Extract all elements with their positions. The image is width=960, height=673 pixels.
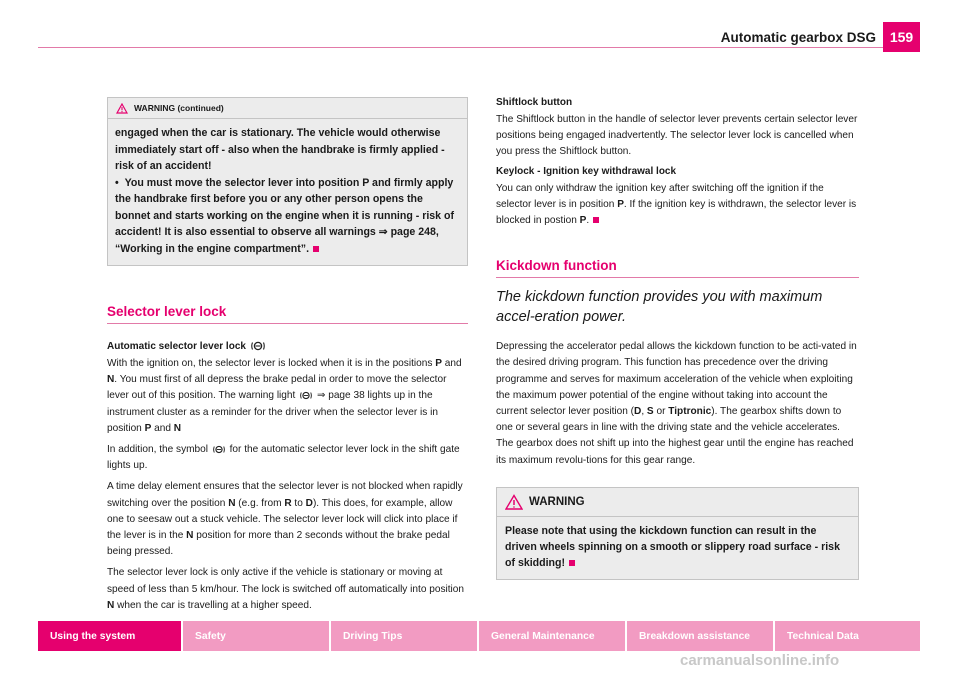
text: .: [586, 215, 590, 227]
position-letter: D: [634, 406, 642, 418]
paragraph-shiftlock: The Shiftlock button in the handle of selector lever prevents certain selector lever positions being engaged inadvertently. The selector lever lock is cancelled when you press the Shiftlock button.: [496, 114, 858, 158]
position-letter: N: [107, 599, 115, 611]
position-letter: N: [107, 374, 115, 386]
footer-tab-technical-data[interactable]: Technical Data: [775, 621, 920, 651]
warning-triangle-icon: [505, 494, 523, 510]
text: A time delay element ensures that the selector lever is not blocked when rapidly switching over the position: [107, 481, 463, 509]
footer-tab-safety[interactable]: Safety: [183, 621, 329, 651]
footer-navigation: [38, 621, 920, 651]
sub-heading-shiftlock: Shiftlock button: [496, 97, 573, 108]
right-column: [496, 97, 859, 580]
position-letter: Tiptronic: [668, 406, 712, 418]
end-mark-icon: [593, 217, 599, 223]
position-letter: N: [186, 530, 194, 542]
text: With the ignition on, the selector lever is locked when it is in the positions: [107, 358, 436, 369]
warning-triangle-icon: [116, 103, 128, 114]
paragraph-selector-lock-4: [107, 565, 468, 614]
warning-continued-box: [107, 97, 468, 266]
kickdown-warning-header: [497, 488, 858, 517]
text: ). This does, for example, allow one to seesaw out a stuck vehicle. The selector lever lock will click into place if the lever is in the: [107, 497, 458, 542]
text: and: [151, 422, 174, 434]
text: ,: [641, 406, 647, 418]
paragraph-selector-lock-3: [107, 479, 468, 560]
page-number: 159: [883, 22, 920, 52]
end-mark-icon: [313, 246, 319, 252]
paragraph-kickdown: [496, 339, 859, 469]
kickdown-warning-body: [497, 517, 858, 579]
text: . You must first of all depress the brake pedal in order to move the selector lever out of this position. The warning light: [107, 374, 447, 402]
position-letter: D: [305, 497, 313, 509]
text: Depressing the accelerator pedal allows the kickdown function to be acti-vated in the desired driving program. This function has precedence over the driving programme and serves for maximum acceleration of the vehicle when exploiting the maximum power potential of the engine without taking into account the current selector lever position (: [496, 341, 857, 418]
header-divider: [38, 47, 883, 48]
warning-continued-title: WARNING (continued): [134, 103, 224, 113]
footer-tab-general-maintenance[interactable]: General Maintenance: [479, 621, 625, 651]
position-letter: P: [617, 198, 624, 210]
position-letter: P: [435, 358, 442, 369]
text: for the automatic selector lever lock in the shift gate lights up.: [107, 444, 460, 472]
end-mark-icon: [569, 560, 575, 566]
left-column: [107, 97, 468, 614]
paragraph-selector-lock-1: [107, 356, 468, 437]
text: In addition, the symbol: [107, 444, 211, 456]
paragraph-keylock: [496, 181, 859, 230]
text: . If the ignition key is withdrawn, the selector lever is blocked in postion: [496, 198, 857, 227]
text: position for more than 2 seconds without the brake pedal being pressed.: [107, 530, 450, 558]
position-letter: P: [144, 422, 152, 434]
bullet: •: [115, 176, 119, 189]
warning-continued-text1: engaged when the car is stationary. The vehicle would otherwise immediately start off - also when the handbrake is firmly applied - risk of an accident!: [115, 127, 445, 172]
paragraph-selector-lock-2: [107, 442, 468, 474]
text: The selector lever lock is only active if the vehicle is stationary or moving at speed of less than 5 km/hour. The lock is switched off automatically into position: [107, 567, 465, 595]
warning-continued-body: [108, 119, 467, 265]
text: when the car is travelling at a higher speed.: [114, 599, 312, 611]
watermark: carmanualsonline.info: [680, 652, 840, 669]
kickdown-warning-title: WARNING: [529, 495, 585, 508]
section-heading-selector-lever-lock: Selector lever lock: [107, 304, 227, 319]
selector-lock-lamp-icon: [213, 445, 225, 454]
warning-continued-text2: You must move the selector lever into position P and firmly apply the handbrake first before you or any other person opens the bonnet and starts working on the engine when it is running - risk of accident! It is also essential to observe all warnings ⇒ page 248, “Working in the engine compartment”.: [115, 176, 455, 255]
text: ). The gearbox shifts down to one or several gears in line with the driving state and the vehicle accelerates. The gearbox does not shift up into the highest gear until the engine has reached its maximum revolu-tions for this gear range.: [496, 406, 854, 466]
selector-lock-lamp-icon: [251, 341, 265, 351]
position-letter: R: [284, 497, 292, 509]
text: ⇒ page 38 lights up in the instrument cluster as a reminder for the driver when the selector lever is in position: [107, 390, 438, 434]
page-header-title: Automatic gearbox DSG: [720, 30, 876, 45]
kickdown-lead: The kickdown function provides you with maximum accel-eration power.: [496, 289, 823, 326]
kickdown-warning-box: [496, 487, 859, 580]
warning-continued-bullet-item: [115, 175, 460, 258]
section-heading-kickdown: Kickdown function: [496, 258, 617, 274]
position-letter: N: [173, 422, 182, 434]
position-letter: S: [646, 406, 654, 418]
text: to: [291, 497, 306, 509]
position-letter: P: [579, 215, 587, 227]
kickdown-warning-text: Please note that using the kickdown function can result in the driven wheels spinning on a smooth or slippery road surface - risk of skidding!: [505, 524, 840, 569]
sub-heading-keylock: Keylock - Ignition key withdrawal lock: [496, 165, 677, 177]
text: or: [653, 406, 669, 418]
position-letter: N: [228, 497, 236, 509]
selector-lock-lamp-icon: [300, 391, 312, 400]
sub-heading-automatic-selector-lever-lock: [107, 341, 468, 352]
text: and: [441, 358, 462, 369]
text: You can only withdraw the ignition key after switching off the ignition if the selector lever is in position: [496, 182, 824, 210]
text: (e.g. from: [235, 497, 285, 509]
footer-tab-using-the-system[interactable]: Using the system: [38, 621, 181, 651]
footer-tab-driving-tips[interactable]: Driving Tips: [331, 621, 477, 651]
footer-tab-breakdown-assistance[interactable]: Breakdown assistance: [627, 621, 773, 651]
sub-heading-text: Automatic selector lever lock: [107, 341, 246, 352]
warning-continued-header: [108, 98, 467, 119]
